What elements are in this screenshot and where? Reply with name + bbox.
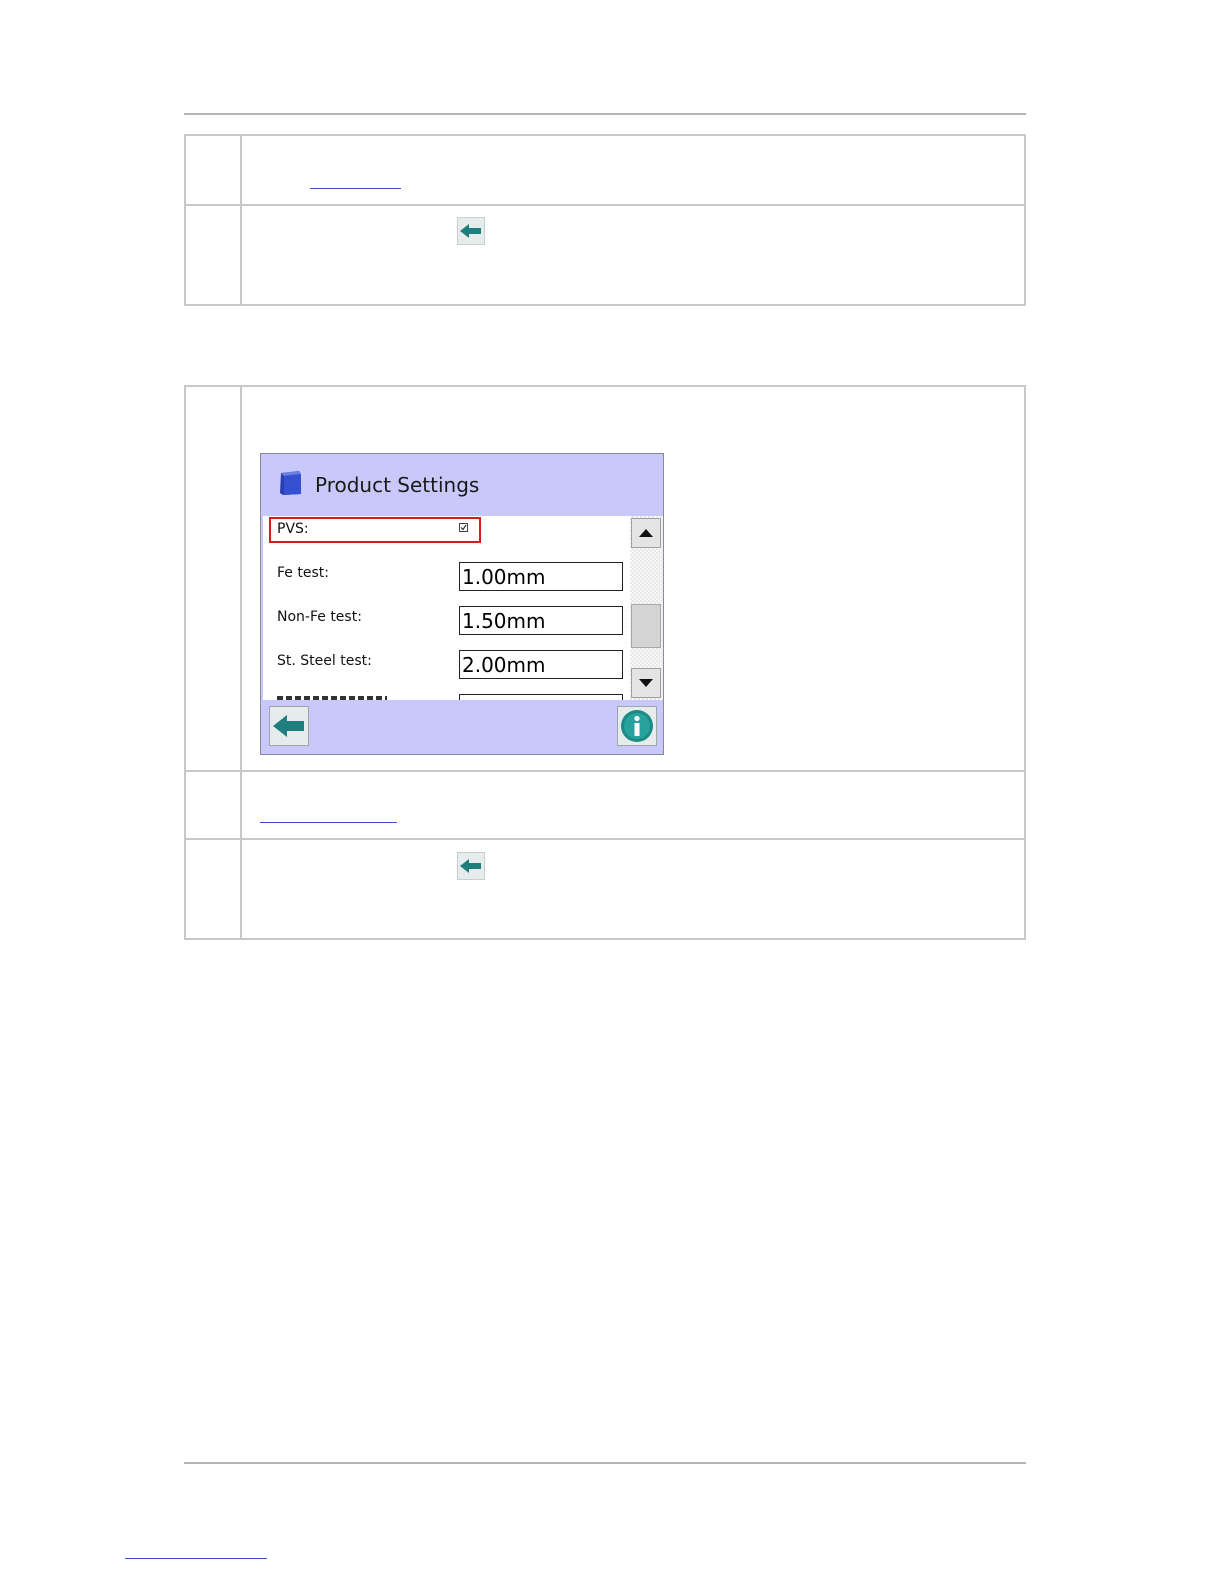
scroll-up-button[interactable]	[631, 518, 661, 548]
pvs-label: PVS:	[277, 521, 309, 537]
screen-header	[261, 454, 663, 516]
steps-table-1	[184, 134, 1026, 306]
back-arrow-icon	[460, 859, 482, 873]
header-rule	[184, 113, 1026, 115]
settings-list	[263, 516, 630, 700]
fe-test-label: Fe test:	[277, 565, 329, 581]
info-icon	[620, 709, 654, 743]
back-button-inline	[457, 217, 485, 245]
back-arrow-icon	[460, 224, 482, 238]
steps-table-2	[184, 385, 1026, 940]
screen-footer	[261, 700, 663, 755]
back-button-inline	[457, 852, 485, 880]
step-number-cell	[185, 771, 241, 839]
step-cell	[241, 205, 1025, 305]
scroll-down-button[interactable]	[631, 668, 661, 698]
info-button[interactable]	[617, 706, 657, 746]
back-button[interactable]	[269, 706, 309, 746]
back-arrow-icon	[273, 715, 305, 737]
step-cell	[241, 386, 1025, 771]
screen-title: Product Settings	[315, 473, 480, 497]
step-number-cell	[185, 839, 241, 939]
scroll-up-icon	[639, 529, 653, 537]
footer-link[interactable]	[125, 1558, 267, 1559]
step-cell	[241, 771, 1025, 839]
scroll-thumb[interactable]	[631, 604, 661, 648]
st-steel-test-label: St. Steel test:	[277, 653, 372, 669]
cross-reference-link[interactable]	[310, 188, 401, 189]
non-fe-test-label: Non-Fe test:	[277, 609, 362, 625]
step-number-cell	[185, 135, 241, 205]
st-steel-test-input[interactable]: 2.00mm	[459, 650, 623, 679]
scroll-down-icon	[639, 679, 653, 687]
scrollbar[interactable]	[630, 516, 663, 700]
pvs-checkbox[interactable]	[459, 523, 468, 532]
fe-test-input[interactable]: 1.00mm	[459, 562, 623, 591]
cross-reference-link[interactable]	[260, 822, 397, 823]
step-number-cell	[185, 205, 241, 305]
non-fe-test-input[interactable]: 1.50mm	[459, 606, 623, 635]
product-settings-screen	[260, 453, 664, 755]
step-number-cell	[185, 386, 241, 771]
product-cube-icon	[277, 470, 303, 496]
step-cell	[241, 839, 1025, 939]
step-cell	[241, 135, 1025, 205]
footer-rule	[184, 1462, 1026, 1464]
check-icon	[460, 524, 467, 531]
